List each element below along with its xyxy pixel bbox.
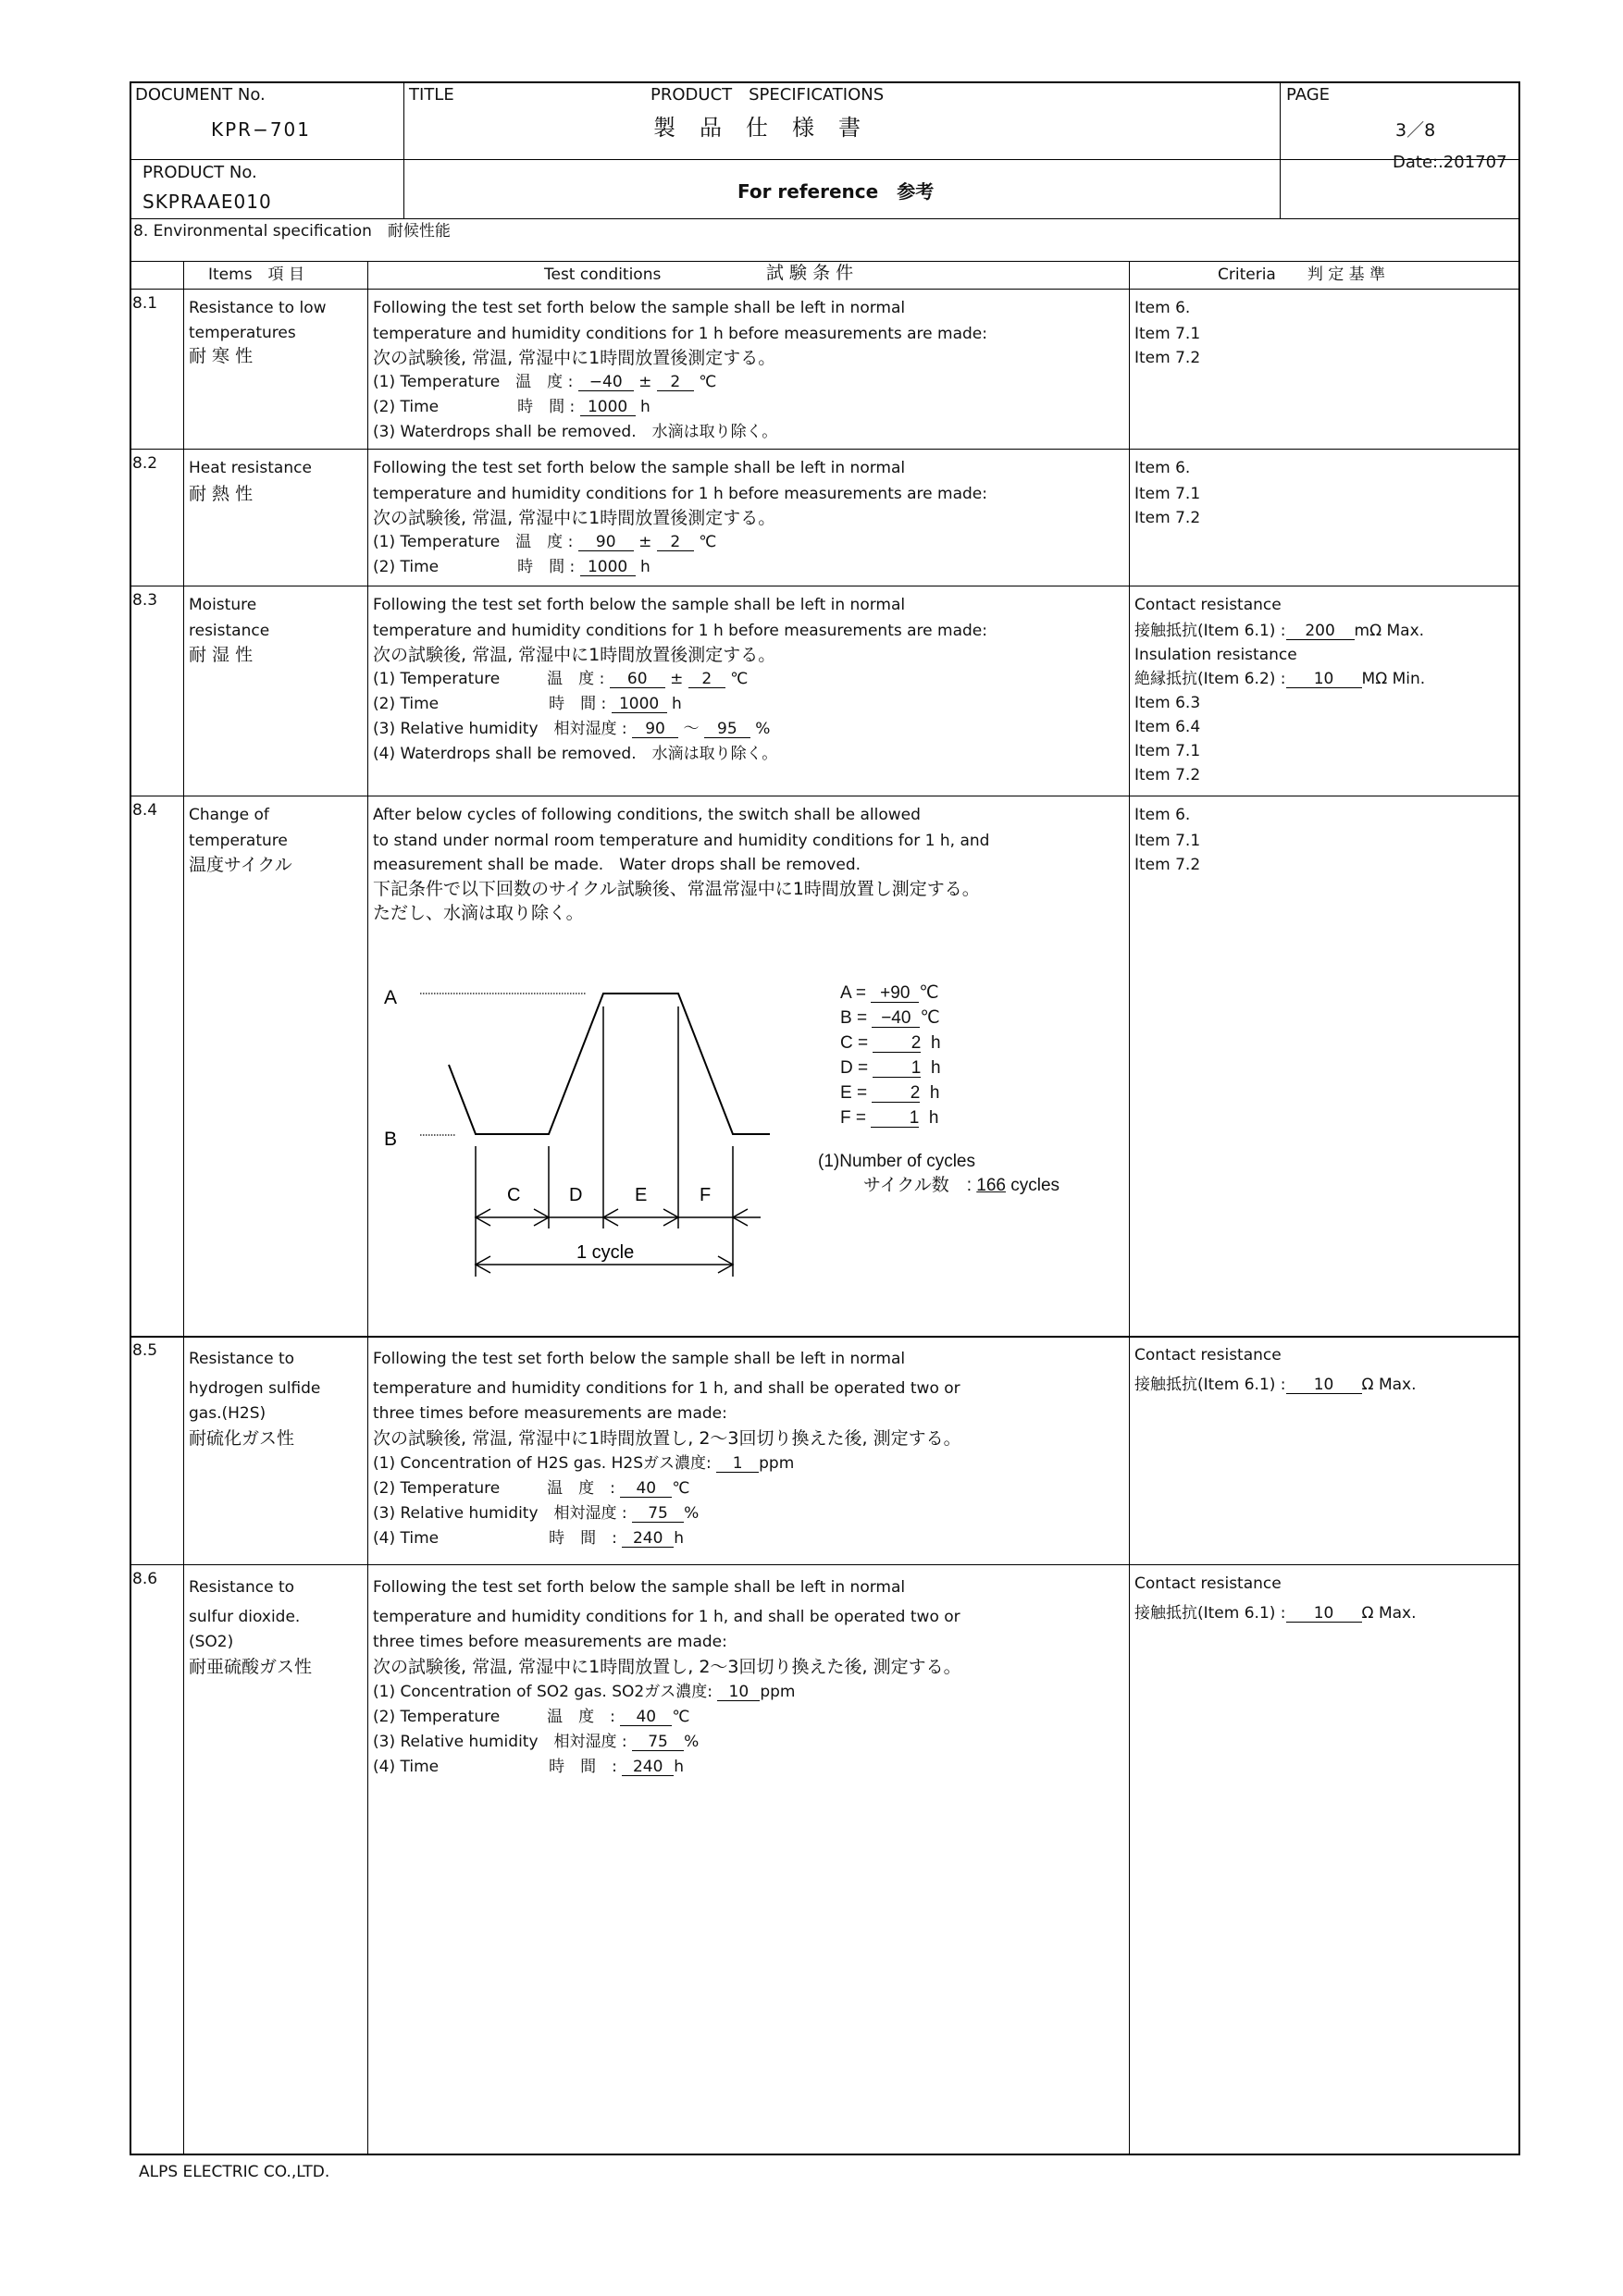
intro-line: temperature and humidity conditions for 1 h before measurements are made: <box>373 325 987 343</box>
criteria-line: Item 7.1 <box>1134 742 1201 760</box>
row-item <box>189 1341 320 1451</box>
intro-line: temperature and humidity conditions for 1 h before measurements are made: <box>373 622 987 640</box>
intro-line: 次の試験後, 常温, 常湿中に1時間放置後測定する。 <box>373 348 776 368</box>
intro-line: Following the test set forth below the sample shall be left in normal <box>373 1350 906 1368</box>
condition-value: 1000 <box>612 696 667 713</box>
condition-value: 40 <box>620 1480 672 1498</box>
column-header-test-conditions: Test conditions <box>544 265 662 284</box>
criteria-line: Contact resistance <box>1134 596 1282 614</box>
row-number: 8.1 <box>132 294 158 313</box>
section-divider <box>130 261 1520 262</box>
intro-line: temperature and humidity conditions for 1 h, and shall be operated two or <box>373 1379 960 1398</box>
condition-line: (1) Temperature 温 度 : 90 ± 2 ℃ <box>373 533 717 551</box>
item-line: gas.(H2S) <box>189 1404 266 1423</box>
criteria-line: 接触抵抗(Item 6.1) : 10 Ω Max. <box>1134 1376 1417 1394</box>
intro-line: temperature and humidity conditions for 1 h before measurements are made: <box>373 485 987 503</box>
param-value: +90 <box>871 985 919 1003</box>
row-test-conditions <box>373 454 987 580</box>
row-criteria <box>1134 454 1200 530</box>
intro-line: Following the test set forth below the sample shall be left in normal <box>373 459 906 477</box>
row-divider <box>130 1336 1520 1338</box>
condition-value: 1 <box>716 1455 759 1473</box>
criteria-line: Item 7.1 <box>1134 325 1201 343</box>
condition-value: −40 <box>578 374 634 391</box>
condition-value: 2 <box>688 671 725 688</box>
cycles-value: 166 <box>976 1176 1006 1195</box>
row-criteria <box>1134 801 1200 877</box>
intro-line: measurement shall be made. Water drops shall be removed. <box>373 856 861 874</box>
condition-line: (1) Temperature 温 度 : −40 ± 2 ℃ <box>373 373 717 391</box>
row-item <box>189 294 327 368</box>
column-divider <box>367 261 368 2155</box>
intro-line: 下記条件で以下回数のサイクル試験後、常温常湿中に1時間放置し測定する。 <box>373 879 980 899</box>
item-line: 耐硫化ガス性 <box>189 1428 295 1449</box>
intro-line: temperature and humidity conditions for 1 h, and shall be operated two or <box>373 1608 960 1626</box>
row-number: 8.5 <box>132 1341 158 1360</box>
condition-value: 90 <box>578 534 634 551</box>
row-test-conditions <box>373 591 987 767</box>
condition-line: (1) Temperature 温 度 : 60 ± 2 ℃ <box>373 670 749 688</box>
item-line: 温度サイクル <box>189 855 292 875</box>
condition-value: 1000 <box>580 399 636 416</box>
criteria-line: Item 6. <box>1134 299 1191 317</box>
param-line: B = −40 ℃ <box>840 1008 940 1028</box>
condition-value: 2 <box>657 534 694 551</box>
temperature-profile-line <box>449 994 770 1134</box>
row-criteria <box>1134 591 1425 787</box>
condition-value: 75 <box>632 1734 684 1751</box>
condition-line: (2) Temperature 温 度 : 40 ℃ <box>373 1708 690 1726</box>
condition-line: (2) Time 時 間 : 1000 h <box>373 398 650 416</box>
condition-line: (4) Time 時 間 : 240 h <box>373 1758 684 1776</box>
param-line: F = 1 h <box>840 1108 939 1128</box>
row-divider <box>130 449 1520 450</box>
row-number: 8.6 <box>132 1570 158 1588</box>
item-line: 耐 寒 性 <box>189 346 254 366</box>
segment-d-label: D <box>569 1185 583 1205</box>
condition-line: (4) Time 時 間 : 240 h <box>373 1529 684 1548</box>
criteria-line: Item 7.1 <box>1134 485 1201 503</box>
title-label: TITLE <box>409 85 454 105</box>
header-divider <box>403 81 404 218</box>
param-value: −40 <box>872 1010 920 1028</box>
intro-line: 次の試験後, 常温, 常湿中に1時間放置後測定する。 <box>373 645 776 665</box>
criteria-line: Contact resistance <box>1134 1574 1282 1593</box>
cycles-count: サイクル数 : 166 cycles <box>863 1176 1060 1195</box>
product-no-label: PRODUCT No. <box>142 163 257 182</box>
segment-f-label: F <box>700 1185 712 1205</box>
temperature-cycle-diagram <box>370 953 796 1277</box>
row-item <box>189 454 312 506</box>
row-test-conditions <box>373 294 987 445</box>
criteria-line: Item 7.2 <box>1134 349 1201 367</box>
param-line: C = 2 h <box>840 1033 941 1053</box>
condition-line: (3) Relative humidity 相対湿度 : 75 % <box>373 1504 700 1523</box>
item-line: Resistance to <box>189 1578 295 1597</box>
row-item <box>189 801 292 877</box>
item-line: Resistance to <box>189 1350 295 1368</box>
column-header-criteria: Criteria 判 定 基 準 <box>1218 265 1386 284</box>
product-no: SKPRAAE010 <box>142 191 272 213</box>
item-line: Moisture <box>189 596 257 614</box>
date: Date:.201707 <box>1393 153 1507 172</box>
criteria-value: 10 <box>1286 1376 1362 1394</box>
item-line: Change of <box>189 806 269 824</box>
param-value: 1 <box>871 1110 919 1128</box>
param-value: 2 <box>872 1085 920 1103</box>
criteria-value: 10 <box>1286 1605 1362 1623</box>
param-line: E = 2 h <box>840 1083 940 1103</box>
condition-value: 40 <box>620 1709 672 1726</box>
criteria-line: Item 7.2 <box>1134 509 1201 527</box>
condition-value: 1000 <box>580 559 636 576</box>
item-line: Resistance to low <box>189 299 327 317</box>
company-footer: ALPS ELECTRIC CO.,LTD. <box>139 2163 330 2181</box>
condition-line: (1) Concentration of H2S gas. H2Sガス濃度: 1 ppm <box>373 1454 795 1473</box>
section-title: 8. Environmental specification 耐候性能 <box>133 222 451 241</box>
item-line: hydrogen sulfide <box>189 1379 321 1398</box>
row-test-conditions <box>373 1570 961 1780</box>
param-value: 2 <box>873 1035 921 1053</box>
column-header-items: Items 項 目 <box>208 265 304 284</box>
cycles-label: (1)Number of cycles <box>818 1152 975 1171</box>
condition-value: 240 <box>622 1530 674 1548</box>
criteria-line: Item 7.2 <box>1134 856 1201 874</box>
row-criteria <box>1134 294 1200 370</box>
row-test-conditions <box>373 1341 961 1551</box>
criteria-line: 接触抵抗(Item 6.1) : 200 mΩ Max. <box>1134 622 1425 640</box>
page-number: 3／8 <box>1395 120 1436 141</box>
intro-line: 次の試験後, 常温, 常湿中に1時間放置後測定する。 <box>373 508 776 528</box>
row-criteria <box>1134 1341 1417 1401</box>
criteria-line: Item 7.1 <box>1134 832 1201 850</box>
column-header-test-conditions-jp: 試 験 条 件 <box>766 263 854 283</box>
reference-label: For reference 参考 <box>737 180 935 203</box>
item-line: 耐亜硫酸ガス性 <box>189 1657 313 1677</box>
row-number: 8.3 <box>132 591 158 610</box>
cycle-label: 1 cycle <box>576 1242 635 1263</box>
title-en: PRODUCT SPECIFICATIONS <box>650 85 885 105</box>
document-no: KPR−701 <box>211 118 312 141</box>
intro-line: 次の試験後, 常温, 常湿中に1時間放置し, 2～3回切り換えた後, 測定する。 <box>373 1428 961 1449</box>
condition-value: 60 <box>610 671 665 688</box>
param-value: 1 <box>873 1060 921 1078</box>
item-line: Heat resistance <box>189 459 312 477</box>
item-line: temperatures <box>189 324 296 342</box>
criteria-value: 200 <box>1286 623 1355 640</box>
intro-line: to stand under normal room temperature and humidity conditions for 1 h, and <box>373 832 990 850</box>
item-line: temperature <box>189 832 288 850</box>
criteria-line: Item 6.4 <box>1134 718 1201 736</box>
condition-line: (2) Time 時 間 : 1000 h <box>373 558 650 576</box>
condition-line: (1) Concentration of SO2 gas. SO2ガス濃度: 10 ppm <box>373 1683 796 1701</box>
level-a-label: A <box>384 987 398 1008</box>
condition-line: (2) Temperature 温 度 : 40 ℃ <box>373 1479 690 1498</box>
intro-line: After below cycles of following conditions, the switch shall be allowed <box>373 806 921 824</box>
item-line: sulfur dioxide. <box>189 1608 301 1626</box>
page-label: PAGE <box>1286 85 1331 105</box>
row-item <box>189 1570 312 1680</box>
document-no-label: DOCUMENT No. <box>135 85 266 105</box>
condition-line: (2) Time 時 間 : 1000 h <box>373 695 682 713</box>
column-divider <box>183 261 184 2155</box>
criteria-line: Item 7.2 <box>1134 766 1201 784</box>
item-line: 耐 熱 性 <box>189 484 254 504</box>
row-test-conditions <box>373 801 989 925</box>
row-criteria <box>1134 1570 1417 1629</box>
level-b-label: B <box>384 1129 398 1150</box>
row-item <box>189 591 269 667</box>
param-line: D = 1 h <box>840 1058 941 1078</box>
intro-line: Following the test set forth below the sample shall be left in normal <box>373 596 906 614</box>
header-divider <box>1280 81 1281 218</box>
title-jp: 製品仕様書 <box>653 115 885 141</box>
cycle-parameters <box>840 981 941 1130</box>
item-line: (SO2) <box>189 1633 234 1651</box>
condition-value: 240 <box>622 1759 674 1776</box>
intro-line: 次の試験後, 常温, 常湿中に1時間放置し, 2～3回切り換えた後, 測定する。 <box>373 1657 961 1677</box>
segment-c-label: C <box>507 1185 521 1205</box>
criteria-line: Contact resistance <box>1134 1346 1282 1364</box>
condition-line: (3) Waterdrops shall be removed. 水滴は取り除く。 <box>373 423 778 441</box>
criteria-line: Item 6. <box>1134 459 1191 477</box>
criteria-value: 10 <box>1286 671 1362 688</box>
intro-line: three times before measurements are made: <box>373 1633 727 1651</box>
column-header-divider <box>130 289 1520 290</box>
row-number: 8.4 <box>132 801 158 820</box>
header-divider <box>130 159 1520 160</box>
condition-line: (3) Relative humidity 相対湿度 : 90 ～ 95 % <box>373 720 771 738</box>
intro-line: three times before measurements are made: <box>373 1404 727 1423</box>
criteria-line: 接触抵抗(Item 6.1) : 10 Ω Max. <box>1134 1604 1417 1623</box>
condition-line: (3) Relative humidity 相対湿度 : 75 % <box>373 1733 700 1751</box>
item-line: 耐 湿 性 <box>189 645 254 665</box>
condition-value: 95 <box>704 721 750 738</box>
column-divider <box>1129 261 1130 2155</box>
header-divider <box>130 218 1520 219</box>
intro-line: Following the test set forth below the sample shall be left in normal <box>373 1578 906 1597</box>
condition-value: 10 <box>717 1684 760 1701</box>
criteria-line: Item 6. <box>1134 806 1191 824</box>
condition-value: 2 <box>657 374 694 391</box>
item-line: resistance <box>189 622 270 640</box>
row-divider <box>130 1564 1520 1565</box>
row-number: 8.2 <box>132 454 158 473</box>
condition-value: 75 <box>632 1505 684 1523</box>
intro-line: Following the test set forth below the sample shall be left in normal <box>373 299 906 317</box>
criteria-line: Insulation resistance <box>1134 646 1297 664</box>
condition-line: (4) Waterdrops shall be removed. 水滴は取り除く。 <box>373 745 778 763</box>
criteria-line: Item 6.3 <box>1134 694 1201 712</box>
segment-e-label: E <box>635 1185 648 1205</box>
intro-line: ただし、水滴は取り除く。 <box>373 903 584 923</box>
param-line: A = +90 ℃ <box>840 983 939 1003</box>
criteria-line: 絶縁抵抗(Item 6.2) : 10 MΩ Min. <box>1134 670 1426 688</box>
condition-value: 90 <box>632 721 678 738</box>
